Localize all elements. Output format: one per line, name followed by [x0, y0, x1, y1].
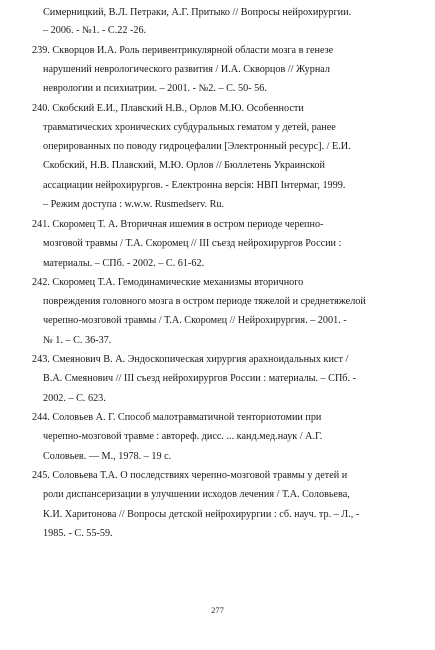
text-line: 239. Скворцов И.А. Роль перивентрикулярной области мозга в генезе: [32, 45, 334, 56]
text-line: травматических хронических субдуральных гематом у детей, ранее: [43, 122, 336, 133]
text-line: черепно-мозговой травме : автореф. дисс. ... канд.мед.наук / А.Г.: [43, 431, 323, 442]
text-line: повреждения головного мозга в остром периоде тяжелой и среднетяжелой: [43, 296, 366, 307]
text-line: № 1. – С. 36-37.: [43, 335, 112, 346]
text-line: В.А. Смеянович // III съезд нейрохирургов России : материалы. – СПб. -: [43, 373, 356, 384]
text-line: 241. Скоромец Т. А. Вторичная ишемия в остром периоде черепно-: [32, 219, 324, 230]
text-line: 244. Соловьев А. Г. Способ малотравматичной тенториотомии при: [32, 412, 322, 423]
text-line: 2002. – С. 623.: [43, 393, 106, 404]
text-line: 243. Смеянович В. А. Эндоскопическая хирургия арахноидальных кист /: [32, 354, 349, 365]
text-line: 245. Соловьева Т.А. О последствиях черепно-мозговой травмы у детей и: [32, 470, 348, 481]
page-number: 277: [211, 605, 224, 615]
text-line: 1985. - С. 55-59.: [43, 528, 113, 539]
text-line: Скобский, Н.В. Плавский, М.Ю. Орлов // Бюллетень Украинской: [43, 160, 325, 171]
text-line: Симерницкий, В.Л. Петраки, А.Г. Притыко // Вопросы нейрохирургии.: [43, 7, 352, 18]
text-line: нарушений неврологического развития / И.А. Скворцов // Журнал: [43, 64, 330, 75]
text-line: мозговой травмы / Т.А. Скоромец // III съезд нейрохирургов России :: [43, 238, 342, 249]
text-line: 242. Скоромец Т.А. Гемодинамические механизмы вторичного: [32, 277, 304, 288]
text-line: материалы. – СПб. - 2002. – С. 61-62.: [43, 258, 205, 269]
text-line: неврологии и психиатрии. – 2001. - №2. – С. 50- 56.: [43, 83, 267, 94]
text-line: оперированных по поводу гидроцефалии [Электронный ресурс]. / Е.И.: [43, 141, 351, 152]
text-line: черепно-мозговой травмы / Т.А. Скоромец // Нейрохирургия. – 2001. -: [43, 315, 347, 326]
text-line: роли диспансеризации в улучшении исходов лечения / Т.А. Соловьева,: [43, 489, 350, 500]
text-line: Соловьев. — М., 1978. – 19 с.: [43, 451, 172, 462]
text-line: К.И. Харитонова // Вопросы детской нейрохирургии : сб. науч. тр. – Л., -: [43, 509, 360, 520]
text-line: 240. Скобский Е.И., Плавский Н.В., Орлов М.Ю. Особенности: [32, 103, 304, 114]
text-line: – 2006. - №1. - С.22 -26.: [43, 25, 147, 36]
text-line: ассациации нейрохирургов. - Електронна версія: НВП Інтермаг, 1999.: [43, 180, 346, 191]
text-line: – Режим доступа : w.w.w. Rusmedserv. Ru.: [43, 199, 225, 210]
